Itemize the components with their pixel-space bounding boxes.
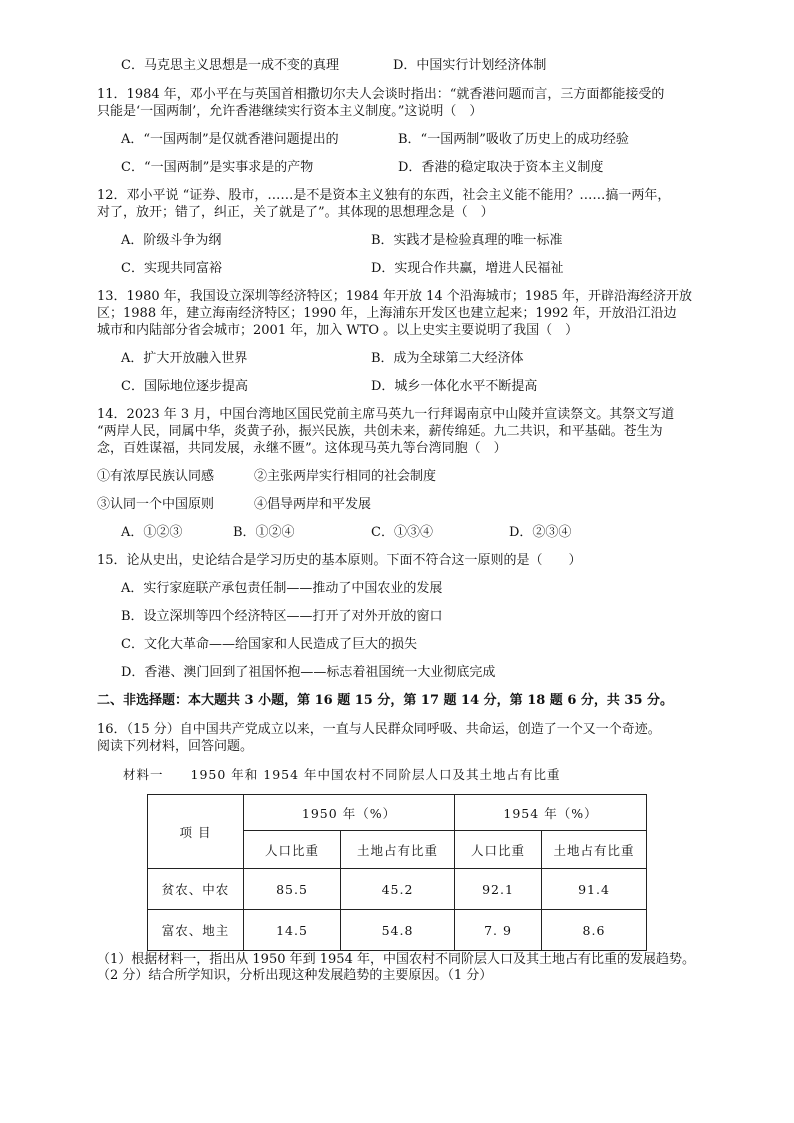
q11-stem-line2: 只能是‘一国两制’，允许香港继续实行资本主义制度。”这说明（ ） xyxy=(97,104,483,119)
table-cell: 92.1 xyxy=(455,869,542,910)
q10-option-d[interactable]: D．中国实行计划经济体制 xyxy=(393,58,547,73)
q14-option-c[interactable]: C．①③④ xyxy=(371,525,433,540)
q14-statement-2: ②主张两岸实行相同的社会制度 xyxy=(254,469,437,484)
q14-stem-line3: 念，百姓谋福，共同发展，永继不匮”。这体现马英九等台湾同胞（ ） xyxy=(97,441,507,456)
q13-stem-line3: 城市和内陆部分省会城市；2001 年，加入 WTO 。以上史实主要说明了我国（ ） xyxy=(97,323,579,338)
q13-option-c[interactable]: C．国际地位逐步提高 xyxy=(121,379,248,394)
table-cell: 45.2 xyxy=(341,869,455,910)
q15-option-c[interactable]: C．文化大革命——给国家和人民造成了巨大的损失 xyxy=(121,637,417,652)
q12-stem-line1: 12．邓小平说 “证券、股市，……是不是资本主义独有的东西，社会主义能不能用？……搞一两年， xyxy=(97,188,671,203)
q16-stem-line2: 阅读下列材料，回答问题。 xyxy=(97,739,254,754)
q16-subquestion-1-cont: （2 分）结合所学知识，分析出现这种发展趋势的主要原因。（1 分） xyxy=(97,968,493,983)
q11-option-b[interactable]: B．“一国两制”吸收了历史上的成功经验 xyxy=(398,132,629,147)
q12-stem-line2: 对了，放开；错了，纠正，关了就是了”。其体现的思想理念是（ ） xyxy=(97,205,494,220)
q16-subquestion-1: （1）根据材料一，指出从 1950 年到 1954 年，中国农村不同阶层人口及其土地占有比重的发展趋势。 xyxy=(97,952,695,967)
q13-option-b[interactable]: B．成为全球第二大经济体 xyxy=(371,351,524,366)
q13-stem-line2: 区；1988 年，建立海南经济特区；1990 年，上海浦东开发区也建立起来；1992 年，开放沿江沿边 xyxy=(97,306,677,321)
table-row xyxy=(148,910,647,951)
q11-option-c[interactable]: C．“一国两制”是实事求是的产物 xyxy=(121,160,314,175)
table-cell: 8.6 xyxy=(542,910,647,951)
table-subheader: 土地占有比重 xyxy=(341,831,455,869)
q11-option-a[interactable]: A．“一国两制”是仅就香港问题提出的 xyxy=(121,132,339,147)
q12-option-d[interactable]: D．实现合作共赢，增进人民福祉 xyxy=(371,261,564,276)
q10-option-c[interactable]: C．马克思主义思想是一成不变的真理 xyxy=(121,58,339,73)
q14-statement-4: ④倡导两岸和平发展 xyxy=(254,497,372,512)
table-cell: 14.5 xyxy=(244,910,341,951)
table-header-item: 项 目 xyxy=(148,795,244,869)
table-row-label: 富农、地主 xyxy=(148,910,244,951)
q13-option-d[interactable]: D．城乡一体化水平不断提高 xyxy=(371,379,538,394)
q13-option-a[interactable]: A．扩大开放融入世界 xyxy=(121,351,248,366)
q12-option-a[interactable]: A．阶级斗争为纲 xyxy=(121,233,222,248)
q14-option-a[interactable]: A．①②③ xyxy=(121,525,183,540)
table-cell: 54.8 xyxy=(341,910,455,951)
q14-stem-line1: 14．2023 年 3 月，中国台湾地区国民党前主席马英九一行拜谒南京中山陵并宣读祭文。其祭文写道 xyxy=(97,407,675,422)
q14-stem-line2: “两岸人民，同属中华，炎黄子孙，振兴民族，共创未来，薪传绵延。九二共识，和平基础。苍生为 xyxy=(97,424,663,439)
table-row xyxy=(148,869,647,910)
material-one-title: 材料一 1950 年和 1954 年中国农村不同阶层人口及其土地占有比重 xyxy=(123,767,561,782)
table-cell: 85.5 xyxy=(244,869,341,910)
q11-stem-line1: 11．1984 年，邓小平在与英国首相撒切尔夫人会谈时指出：“就香港问题而言，三方面都能接受的 xyxy=(97,87,665,102)
q16-stem-line1: 16．（15 分）自中国共产党成立以来，一直与人民群众同呼吸、共命运，创造了一个又一个奇迹。 xyxy=(97,722,661,737)
q15-option-d[interactable]: D．香港、澳门回到了祖国怀抱——标志着祖国统一大业彻底完成 xyxy=(121,665,496,680)
q13-stem-line1: 13．1980 年，我国设立深圳等经济特区；1984 年开放 14 个沿海城市；1985 年，开辟沿海经济开放 xyxy=(97,289,692,304)
q12-option-c[interactable]: C．实现共同富裕 xyxy=(121,261,222,276)
table-subheader: 人口比重 xyxy=(455,831,542,869)
table-row-label: 贫农、中农 xyxy=(148,869,244,910)
q14-option-b[interactable]: B．①②④ xyxy=(233,525,295,540)
q15-option-a[interactable]: A．实行家庭联产承包责任制——推动了中国农业的发展 xyxy=(121,581,443,596)
q14-statement-1: ①有浓厚民族认同感 xyxy=(97,469,215,484)
section-2-heading: 二、非选择题：本大题共 3 小题，第 16 题 15 分，第 17 题 14 分，第 18 题 6 分，共 35 分。 xyxy=(97,693,674,708)
q15-stem: 15．论从史出，史论结合是学习历史的基本原则。下面不符合这一原则的是（ ） xyxy=(97,553,582,568)
q15-option-b[interactable]: B．设立深圳等四个经济特区——打开了对外开放的窗口 xyxy=(121,609,443,624)
table-subheader: 土地占有比重 xyxy=(542,831,647,869)
table-cell: 91.4 xyxy=(542,869,647,910)
q14-statement-3: ③认同一个中国原则 xyxy=(97,497,215,512)
data-table xyxy=(147,794,647,951)
table-header-1954: 1954 年（%） xyxy=(455,795,647,831)
table-header-1950: 1950 年（%） xyxy=(244,795,455,831)
table-subheader: 人口比重 xyxy=(244,831,341,869)
q14-option-d[interactable]: D．②③④ xyxy=(509,525,572,540)
q12-option-b[interactable]: B．实践才是检验真理的唯一标准 xyxy=(371,233,563,248)
table-cell: 7. 9 xyxy=(455,910,542,951)
q11-option-d[interactable]: D．香港的稳定取决于资本主义制度 xyxy=(398,160,604,175)
